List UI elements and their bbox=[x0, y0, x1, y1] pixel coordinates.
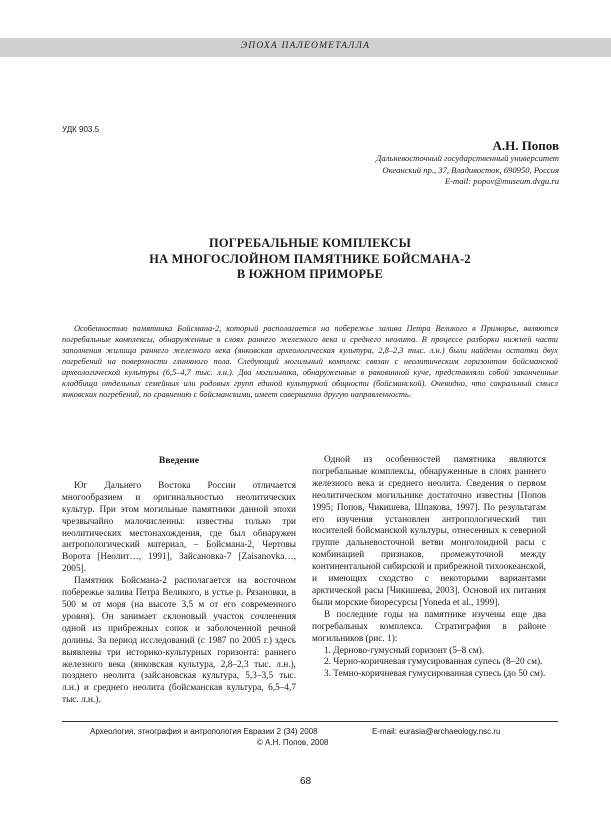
abstract: Особенностью памятника Бойсмана-2, который располагается на побережье залива Петра Великого в Приморье, являются погребальные комплексы, обнаруженные в слоях раннего железного века и среднего неолита. В процессе разборки нижней части заполнения жилища раннего железного века (янковская археологическая культура, 2,8–2,3 тыс. л.н.) были найдены остатки двух погребений на поверхности глиняного пола. Следующий могильный комплекс связан с неолитическим горизонтом бойсманской археологической культуры (6,5–4,7 тыс. л.н.). Два могильника, обнаруженные в раковинной куче, представляли собой законченные кладбища отдельных семейных или родовых групп единой культурной общности (бойсманской). Очевидно, что сакральный смысл янковских погребений, по сравнению с бойсманскими, имеет совершенно другую направленность. bbox=[62, 324, 558, 399]
list-item: 1. Дерново-гумусный горизонт (5–8 см). bbox=[324, 645, 485, 656]
article-title bbox=[62, 236, 558, 283]
right-column bbox=[312, 455, 546, 681]
section-title: ЭПОХА ПАЛЕОМЕТАЛЛА bbox=[240, 41, 371, 51]
affiliation: Дальневосточный государственный университет bbox=[375, 153, 559, 163]
title-line-3: В ЮЖНОМ ПРИМОРЬЕ bbox=[236, 267, 384, 281]
email: E-mail: popov@museum.dvgu.ru bbox=[444, 176, 559, 186]
list-item: 2. Черно-коричневая гумусированная супесь (8–20 см). bbox=[324, 657, 543, 668]
author-affiliation-block bbox=[199, 153, 559, 188]
journal-email: E-mail: eurasia@archaeology.nsc.ru bbox=[372, 727, 501, 736]
title-line-1: ПОГРЕБАЛЬНЫЕ КОМПЛЕКСЫ bbox=[209, 236, 411, 250]
footer-divider bbox=[62, 721, 558, 722]
udk-code: УДК 903.5 bbox=[62, 125, 100, 134]
section-heading-introduction: Введение bbox=[158, 455, 200, 466]
paragraph: В последние годы на памятнике изучены еще два погребальных комплекса. Стратиграфия в районе могильников (рис. 1): bbox=[312, 609, 546, 644]
list-item: 3. Темно-коричневая гумусированная супесь (до 50 см). bbox=[324, 669, 546, 680]
copyright: © А.Н. Попов, 2008 bbox=[257, 738, 329, 747]
paragraph: Юг Дальнего Востока России отличается многообразием и оригинальностью неолитических культур. При этом могильные памятники данной эпохи чрезвычайно малочисленны: известны только три неолитических местонахождения, где был обнаружен антропологический материал, – Бойсмана-2, Чертовы Ворота [Неолит…, 1991], Зайсановка-7 [Zaisanovka…, 2005]. bbox=[62, 480, 296, 575]
paragraph: Памятник Бойсмана-2 располагается на восточном побережье залива Петра Великого, в устье р. Рязановки, в 500 м от моря (на высоте 3,5 м от его современного уровня). Он занимает склоновый участок сочленения одной из прибрежных сопок и заболоченной речной долины. За период исследований (с 1987 по 2005 г.) здесь выявлены три историко-культурных горизонта: раннего железного века (янковская культура, 2,8–2,3 тыс. л.н.), позднего неолита (зайсановская культура, 5,3–3,5 тыс. л.н.) и среднего неолита (бойсманская культура, 6,5–4,7 тыс. л.н.). bbox=[62, 576, 296, 706]
page-number: 68 bbox=[299, 776, 312, 787]
title-line-2: НА МНОГОСЛОЙНОМ ПАМЯТНИКЕ БОЙСМАНА-2 bbox=[149, 251, 471, 266]
journal-citation: Археология, этнография и антропология Евразии 2 (34) 2008 bbox=[90, 727, 318, 736]
section-header-band bbox=[0, 38, 611, 57]
address: Океанский пр., 37, Владивосток, 690950, Россия bbox=[382, 164, 559, 175]
paragraph: Одной из особенностей памятника являются погребальные комплексы, обнаруженные в слоях раннего железного века и среднего неолита. Сведения о первом неолитическом могильнике достаточно известны [Попов 1995; Попов, Чикишева, Шпакова, 1997]. По результатам его изучения установлен антропологический тип носителей бойсманской культуры, отнесенных к северной группе дальневосточной ветви монголоидной расы с комбинацией признаков, промежуточной между континентальной сибирской и прибрежной тихоокеанской, и имеющих сходство с некоторыми вариантами арктической расы [Чикишева, 2003]. Основой их питания были морские биоресурсы [Yoneda et al., 1999]. bbox=[312, 455, 546, 608]
left-column bbox=[62, 455, 296, 707]
author-name: А.Н. Попов bbox=[492, 138, 559, 153]
